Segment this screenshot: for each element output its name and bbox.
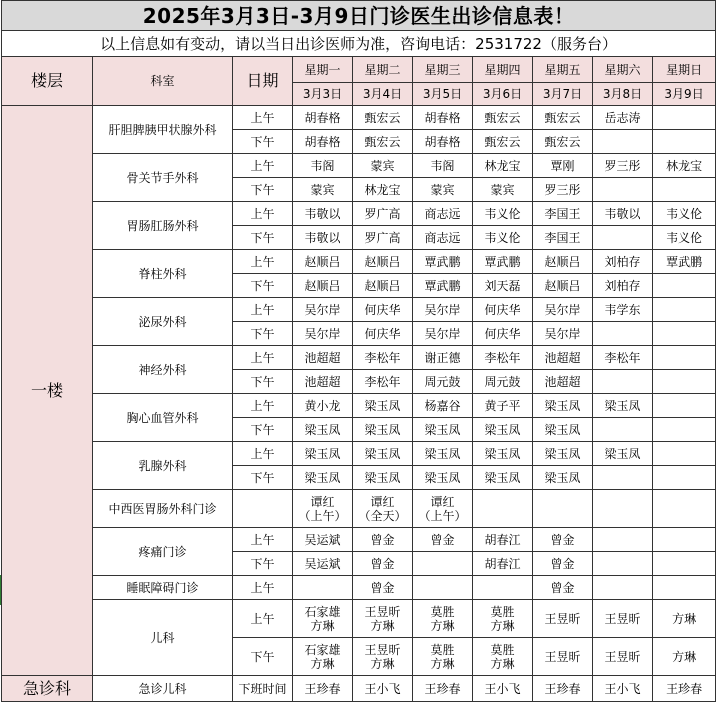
- doctor-cell[interactable]: 韦敬以: [293, 202, 353, 226]
- doctor-cell[interactable]: 何庆华: [353, 298, 413, 322]
- doctor-cell[interactable]: 梁玉凤: [533, 418, 593, 442]
- doctor-cell[interactable]: 王小飞: [473, 676, 533, 702]
- doctor-cell[interactable]: 吴尔岸: [413, 298, 473, 322]
- doctor-cell[interactable]: 韦敬以: [593, 202, 653, 226]
- notice-row: [2, 31, 716, 57]
- doctor-cell[interactable]: 甄宏云: [533, 130, 593, 154]
- table-row: [2, 394, 716, 418]
- header-floor[interactable]: 楼层: [2, 57, 93, 106]
- doctor-cell[interactable]: [653, 466, 716, 490]
- doctor-cell[interactable]: 赵顺吕: [533, 250, 593, 274]
- doctor-cell[interactable]: [593, 490, 653, 528]
- header-date-cell[interactable]: 3月9日: [653, 83, 716, 106]
- header-weekday[interactable]: 星期日: [653, 57, 716, 83]
- table-row: [2, 490, 716, 528]
- floor-emergency[interactable]: 急诊科: [2, 676, 93, 702]
- doctor-cell[interactable]: 甄宏云: [473, 106, 533, 130]
- table-row: [2, 154, 716, 178]
- doctor-cell[interactable]: 韦义伦: [473, 202, 533, 226]
- doctor-cell[interactable]: 周元鼓: [413, 370, 473, 394]
- doctor-cell[interactable]: 周元鼓: [473, 370, 533, 394]
- doctor-cell[interactable]: 覃武鹏: [413, 250, 473, 274]
- doctor-cell[interactable]: 李松年: [353, 346, 413, 370]
- doctor-cell[interactable]: 胡春格: [413, 130, 473, 154]
- doctor-cell[interactable]: 莫胜 方琳: [473, 638, 533, 676]
- doctor-cell[interactable]: 王昱昕: [593, 638, 653, 676]
- doctor-cell[interactable]: 曾金: [353, 576, 413, 600]
- table-row: [2, 528, 716, 552]
- header-date-cell[interactable]: 3月5日: [413, 83, 473, 106]
- notice-text[interactable]: 以上信息如有变动，请以当日出诊医师为准，咨询电话：2531722（服务台）: [2, 31, 716, 57]
- doctor-cell[interactable]: 李松年: [353, 370, 413, 394]
- department-name[interactable]: 脊柱外科: [93, 250, 233, 298]
- doctor-cell[interactable]: 曾金: [533, 552, 593, 576]
- header-dept[interactable]: 科室: [93, 57, 233, 106]
- period-cell[interactable]: 下午: [233, 322, 293, 346]
- doctor-cell[interactable]: 谭红 （上午）: [413, 490, 473, 528]
- header-weekday[interactable]: 星期五: [533, 57, 593, 83]
- department-name[interactable]: 儿科: [93, 600, 233, 676]
- doctor-cell[interactable]: 赵顺吕: [533, 274, 593, 298]
- doctor-cell[interactable]: 赵顺吕: [293, 274, 353, 298]
- doctor-cell[interactable]: 王珍春: [413, 676, 473, 702]
- period-cell[interactable]: 上午: [233, 250, 293, 274]
- period-cell[interactable]: 上午: [233, 106, 293, 130]
- doctor-cell[interactable]: 林龙宝: [353, 178, 413, 202]
- doctor-cell[interactable]: 商志远: [413, 226, 473, 250]
- doctor-cell[interactable]: 韦义伦: [653, 226, 716, 250]
- doctor-cell[interactable]: 王昱昕: [533, 600, 593, 638]
- doctor-cell[interactable]: 王珍春: [653, 676, 716, 702]
- doctor-cell[interactable]: 刘柏存: [593, 250, 653, 274]
- department-name[interactable]: 胸心血管外科: [93, 394, 233, 442]
- doctor-cell[interactable]: 蒙宾: [473, 178, 533, 202]
- table-row: [2, 106, 716, 130]
- period-cell[interactable]: 上午: [233, 600, 293, 638]
- doctor-cell[interactable]: 吴运斌: [293, 552, 353, 576]
- doctor-cell[interactable]: 韦义伦: [473, 226, 533, 250]
- doctor-cell[interactable]: [593, 466, 653, 490]
- header-date-cell[interactable]: 3月8日: [593, 83, 653, 106]
- doctor-cell[interactable]: 罗广高: [353, 202, 413, 226]
- doctor-cell[interactable]: 甄宏云: [533, 106, 593, 130]
- doctor-cell[interactable]: 吴运斌: [293, 528, 353, 552]
- period-cell[interactable]: 下午: [233, 130, 293, 154]
- doctor-cell[interactable]: [593, 552, 653, 576]
- doctor-cell[interactable]: 覃武鹏: [413, 274, 473, 298]
- table-row: [2, 676, 716, 702]
- doctor-cell[interactable]: 曾金: [533, 576, 593, 600]
- doctor-cell[interactable]: 方琳: [653, 638, 716, 676]
- table-row: [2, 298, 716, 322]
- doctor-cell[interactable]: [653, 130, 716, 154]
- header-row: [2, 57, 716, 83]
- doctor-cell[interactable]: 赵顺吕: [293, 250, 353, 274]
- doctor-cell[interactable]: 韦义伦: [653, 202, 716, 226]
- doctor-cell[interactable]: 甄宏云: [473, 130, 533, 154]
- doctor-cell[interactable]: [653, 274, 716, 298]
- doctor-cell[interactable]: [593, 576, 653, 600]
- period-cell[interactable]: 上午: [233, 154, 293, 178]
- table-row: [2, 250, 716, 274]
- doctor-cell[interactable]: [413, 552, 473, 576]
- department-name[interactable]: 肝胆脾胰甲状腺外科: [93, 106, 233, 154]
- doctor-cell[interactable]: 池超超: [533, 370, 593, 394]
- doctor-cell[interactable]: 吴尔岸: [533, 322, 593, 346]
- doctor-cell[interactable]: 莫胜 方琳: [413, 638, 473, 676]
- doctor-cell[interactable]: 李国王: [533, 202, 593, 226]
- doctor-cell[interactable]: 李国王: [533, 226, 593, 250]
- doctor-cell[interactable]: 曾金: [353, 528, 413, 552]
- table-row: [2, 202, 716, 226]
- doctor-cell[interactable]: [593, 418, 653, 442]
- doctor-cell[interactable]: 王小飞: [353, 676, 413, 702]
- doctor-cell[interactable]: 甄宏云: [353, 106, 413, 130]
- doctor-cell[interactable]: 曾金: [533, 528, 593, 552]
- doctor-cell[interactable]: [473, 576, 533, 600]
- department-name[interactable]: 乳腺外科: [93, 442, 233, 490]
- doctor-cell[interactable]: 梁玉凤: [353, 394, 413, 418]
- doctor-cell[interactable]: 谭红 （全天）: [353, 490, 413, 528]
- header-weekday[interactable]: 星期一: [293, 57, 353, 83]
- doctor-cell[interactable]: 梁玉凤: [293, 442, 353, 466]
- header-weekday[interactable]: 星期六: [593, 57, 653, 83]
- doctor-cell[interactable]: 何庆华: [473, 298, 533, 322]
- period-cell[interactable]: 上午: [233, 346, 293, 370]
- doctor-cell[interactable]: 岳志涛: [593, 106, 653, 130]
- doctor-cell[interactable]: 覃武鹏: [473, 250, 533, 274]
- doctor-cell[interactable]: 曾金: [413, 528, 473, 552]
- sheet-title[interactable]: 2025年3月3日-3月9日门诊医生出诊信息表！: [2, 1, 716, 31]
- doctor-cell[interactable]: [593, 178, 653, 202]
- doctor-cell[interactable]: [593, 130, 653, 154]
- doctor-cell[interactable]: 韦阁: [413, 154, 473, 178]
- doctor-cell[interactable]: 王昱昕: [533, 638, 593, 676]
- doctor-cell[interactable]: 王昱昕 方琳: [353, 600, 413, 638]
- doctor-cell[interactable]: 杨嘉谷: [413, 394, 473, 418]
- floor-first[interactable]: 一楼: [2, 106, 93, 676]
- period-cell[interactable]: 上午: [233, 202, 293, 226]
- doctor-cell[interactable]: 蒙宾: [293, 178, 353, 202]
- department-name[interactable]: 中西医胃肠外科门诊: [93, 490, 233, 528]
- doctor-cell[interactable]: 覃刚: [533, 154, 593, 178]
- doctor-cell[interactable]: [653, 178, 716, 202]
- doctor-cell[interactable]: 莫胜 方琳: [413, 600, 473, 638]
- doctor-cell[interactable]: [653, 370, 716, 394]
- doctor-cell[interactable]: 石家雄 方琳: [293, 638, 353, 676]
- doctor-cell[interactable]: 韦学东: [593, 298, 653, 322]
- doctor-cell[interactable]: 刘天磊: [473, 274, 533, 298]
- doctor-cell[interactable]: 商志远: [413, 202, 473, 226]
- doctor-cell[interactable]: [653, 298, 716, 322]
- period-cell[interactable]: 下午: [233, 370, 293, 394]
- doctor-cell[interactable]: 胡春江: [473, 552, 533, 576]
- doctor-cell[interactable]: 吴尔岸: [533, 298, 593, 322]
- doctor-cell[interactable]: [653, 490, 716, 528]
- doctor-cell[interactable]: 吴尔岸: [413, 322, 473, 346]
- doctor-cell[interactable]: 蒙宾: [413, 178, 473, 202]
- table-row: [2, 442, 716, 466]
- doctor-cell[interactable]: [653, 442, 716, 466]
- doctor-cell[interactable]: 梁玉凤: [353, 442, 413, 466]
- schedule-table: [1, 0, 716, 702]
- department-name[interactable]: 睡眠障碍门诊: [93, 576, 233, 600]
- doctor-cell[interactable]: 石家雄 方琳: [293, 600, 353, 638]
- header-date-cell[interactable]: 3月7日: [533, 83, 593, 106]
- header-date-cell[interactable]: 3月3日: [293, 83, 353, 106]
- doctor-cell[interactable]: 胡春格: [293, 106, 353, 130]
- department-name[interactable]: 胃肠肛肠外科: [93, 202, 233, 250]
- period-cell[interactable]: 上午: [233, 394, 293, 418]
- header-weekday[interactable]: 星期三: [413, 57, 473, 83]
- period-cell[interactable]: 上午: [233, 442, 293, 466]
- doctor-cell[interactable]: 梁玉凤: [473, 418, 533, 442]
- doctor-cell[interactable]: 王昱昕 方琳: [353, 638, 413, 676]
- doctor-cell[interactable]: 王昱昕: [593, 600, 653, 638]
- doctor-cell[interactable]: 梁玉凤: [473, 466, 533, 490]
- doctor-cell[interactable]: 甄宏云: [353, 130, 413, 154]
- department-name[interactable]: 急诊儿科: [93, 676, 233, 702]
- period-cell[interactable]: 上午: [233, 576, 293, 600]
- doctor-cell[interactable]: 李松年: [473, 346, 533, 370]
- period-cell[interactable]: 下午: [233, 274, 293, 298]
- doctor-cell[interactable]: 赵顺吕: [353, 250, 413, 274]
- doctor-cell[interactable]: [293, 576, 353, 600]
- period-cell[interactable]: 下午: [233, 638, 293, 676]
- doctor-cell[interactable]: [593, 528, 653, 552]
- doctor-cell[interactable]: 梁玉凤: [533, 394, 593, 418]
- doctor-cell[interactable]: 黄子平: [473, 394, 533, 418]
- doctor-cell[interactable]: 谢正德: [413, 346, 473, 370]
- doctor-cell[interactable]: 罗三彤: [533, 178, 593, 202]
- doctor-cell[interactable]: [653, 322, 716, 346]
- doctor-cell[interactable]: 何庆华: [353, 322, 413, 346]
- header-weekday[interactable]: 星期四: [473, 57, 533, 83]
- doctor-cell[interactable]: 池超超: [293, 346, 353, 370]
- doctor-cell[interactable]: 梁玉凤: [353, 418, 413, 442]
- header-date-cell[interactable]: 3月6日: [473, 83, 533, 106]
- period-cell[interactable]: [233, 490, 293, 528]
- doctor-cell[interactable]: 梁玉凤: [353, 466, 413, 490]
- title-row: [2, 1, 716, 31]
- doctor-cell[interactable]: 池超超: [293, 370, 353, 394]
- doctor-cell[interactable]: 吴尔岸: [293, 298, 353, 322]
- doctor-cell[interactable]: [473, 490, 533, 528]
- doctor-cell[interactable]: [653, 106, 716, 130]
- doctor-cell[interactable]: 蒙宾: [353, 154, 413, 178]
- doctor-cell[interactable]: [653, 394, 716, 418]
- doctor-cell[interactable]: 莫胜 方琳: [473, 600, 533, 638]
- doctor-cell[interactable]: 梁玉凤: [533, 466, 593, 490]
- doctor-cell[interactable]: 何庆华: [473, 322, 533, 346]
- header-weekday[interactable]: 星期二: [353, 57, 413, 83]
- doctor-cell[interactable]: 王珍春: [533, 676, 593, 702]
- doctor-cell[interactable]: 梁玉凤: [593, 442, 653, 466]
- doctor-cell[interactable]: 曾金: [353, 552, 413, 576]
- department-name[interactable]: 骨关节手外科: [93, 154, 233, 202]
- doctor-cell[interactable]: 梁玉凤: [593, 394, 653, 418]
- doctor-cell[interactable]: 胡春格: [293, 130, 353, 154]
- doctor-cell[interactable]: 吴尔岸: [293, 322, 353, 346]
- doctor-cell[interactable]: 李松年: [593, 346, 653, 370]
- doctor-cell[interactable]: [413, 576, 473, 600]
- doctor-cell[interactable]: 王珍春: [293, 676, 353, 702]
- period-cell[interactable]: 上午: [233, 298, 293, 322]
- header-date[interactable]: 日期: [233, 57, 293, 106]
- doctor-cell[interactable]: [653, 528, 716, 552]
- doctor-cell[interactable]: 林龙宝: [473, 154, 533, 178]
- department-name[interactable]: 泌尿外科: [93, 298, 233, 346]
- doctor-cell[interactable]: [653, 418, 716, 442]
- doctor-cell[interactable]: 刘柏存: [593, 274, 653, 298]
- doctor-cell[interactable]: 赵顺吕: [353, 274, 413, 298]
- doctor-cell[interactable]: 罗广高: [353, 226, 413, 250]
- doctor-cell[interactable]: [653, 346, 716, 370]
- doctor-cell[interactable]: 梁玉凤: [413, 466, 473, 490]
- doctor-cell[interactable]: 覃武鹏: [653, 250, 716, 274]
- doctor-cell[interactable]: 胡春江: [473, 528, 533, 552]
- doctor-cell[interactable]: 谭红 （上午）: [293, 490, 353, 528]
- period-cell[interactable]: 下班时间: [233, 676, 293, 702]
- doctor-cell[interactable]: 梁玉凤: [533, 442, 593, 466]
- header-date-cell[interactable]: 3月4日: [353, 83, 413, 106]
- doctor-cell[interactable]: [653, 552, 716, 576]
- doctor-cell[interactable]: 方琳: [653, 600, 716, 638]
- doctor-cell[interactable]: 黄小龙: [293, 394, 353, 418]
- doctor-cell[interactable]: [593, 322, 653, 346]
- doctor-cell[interactable]: 林龙宝: [653, 154, 716, 178]
- doctor-cell[interactable]: [533, 490, 593, 528]
- period-cell[interactable]: 下午: [233, 226, 293, 250]
- doctor-cell[interactable]: 王小飞: [593, 676, 653, 702]
- doctor-cell[interactable]: 胡春格: [413, 106, 473, 130]
- doctor-cell[interactable]: 罗三彤: [593, 154, 653, 178]
- doctor-cell[interactable]: [593, 226, 653, 250]
- table-row: [2, 600, 716, 638]
- department-name[interactable]: 疼痛门诊: [93, 528, 233, 576]
- doctor-cell[interactable]: 梁玉凤: [473, 442, 533, 466]
- doctor-cell[interactable]: 梁玉凤: [413, 442, 473, 466]
- department-name[interactable]: 神经外科: [93, 346, 233, 394]
- period-cell[interactable]: 下午: [233, 552, 293, 576]
- doctor-cell[interactable]: 池超超: [533, 346, 593, 370]
- table-row: [2, 576, 716, 600]
- doctor-cell[interactable]: 梁玉凤: [413, 418, 473, 442]
- doctor-cell[interactable]: 梁玉凤: [293, 418, 353, 442]
- doctor-cell[interactable]: [653, 576, 716, 600]
- doctor-cell[interactable]: [593, 370, 653, 394]
- doctor-cell[interactable]: 韦阁: [293, 154, 353, 178]
- period-cell[interactable]: 下午: [233, 466, 293, 490]
- table-row: [2, 346, 716, 370]
- period-cell[interactable]: 上午: [233, 528, 293, 552]
- period-cell[interactable]: 下午: [233, 178, 293, 202]
- doctor-cell[interactable]: 韦敬以: [293, 226, 353, 250]
- period-cell[interactable]: 下午: [233, 418, 293, 442]
- doctor-cell[interactable]: 梁玉凤: [293, 466, 353, 490]
